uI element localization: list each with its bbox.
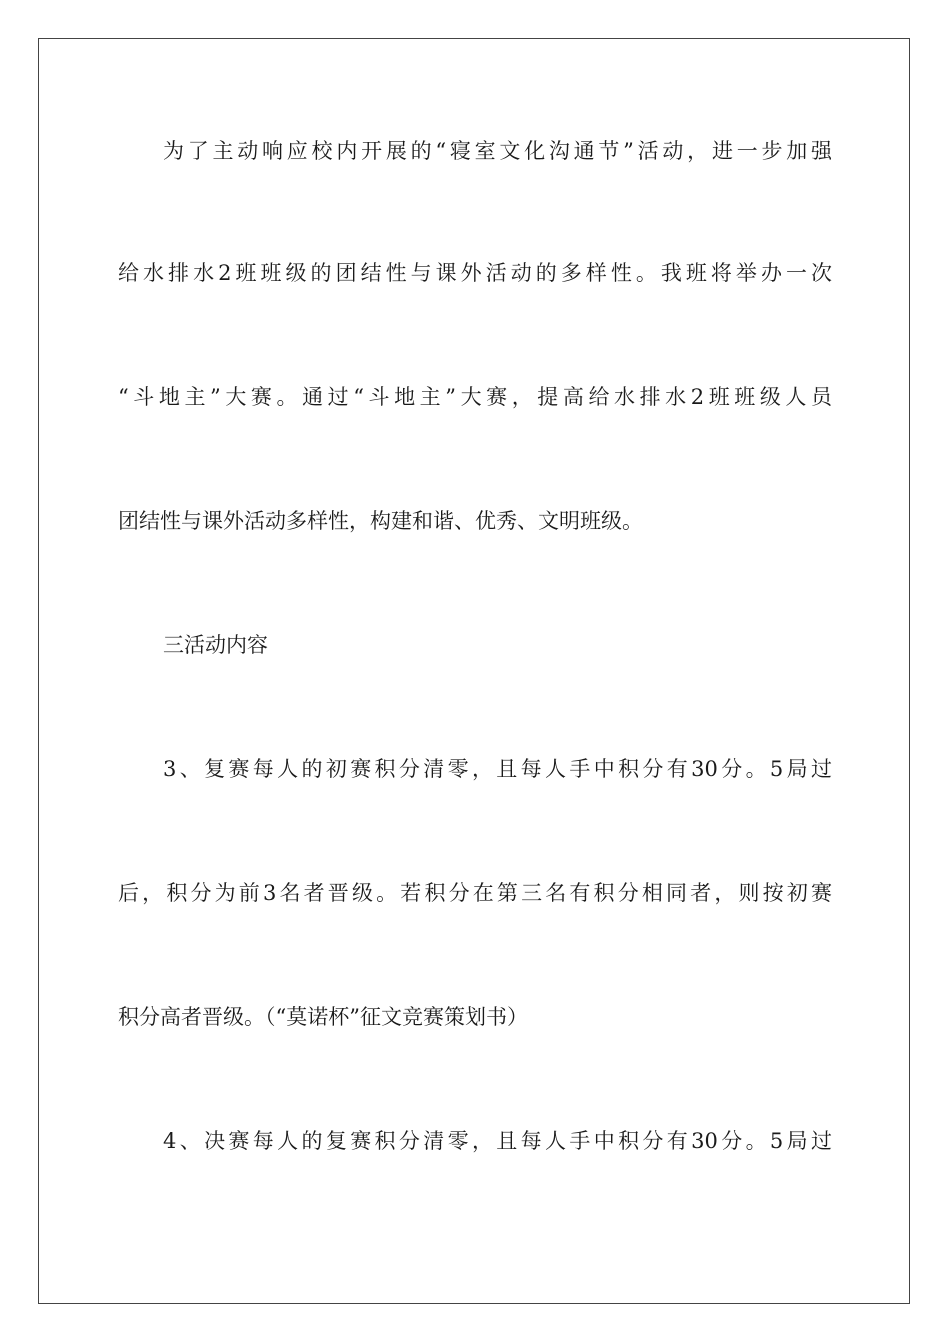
paragraph-1-line-1: 为了主动响应校内开展的“寝室文化沟通节”活动，进一步加强 [163, 139, 832, 163]
paragraph-2-line-3: 积分高者晋级。（“莫诺杯”征文竞赛策划书） [118, 1005, 528, 1029]
paragraph-1-line-4: 团结性与课外活动多样性，构建和谐、优秀、文明班级。 [118, 509, 643, 533]
paragraph-2-line-2: 后，积分为前3名者晋级。若积分在第三名有积分相同者，则按初赛 [118, 881, 832, 905]
section-heading: 三活动内容 [163, 633, 268, 657]
paragraph-3-line-1: 4、决赛每人的复赛积分清零，且每人手中积分有30分。5局过 [163, 1129, 832, 1153]
paragraph-1-line-3: “斗地主”大赛。通过“斗地主”大赛，提高给水排水2班班级人员 [118, 385, 832, 409]
paragraph-2-line-1: 3、复赛每人的初赛积分清零，且每人手中积分有30分。5局过 [163, 757, 832, 781]
paragraph-1-line-2: 给水排水2班班级的团结性与课外活动的多样性。我班将举办一次 [118, 261, 832, 285]
page-border [38, 38, 910, 1304]
